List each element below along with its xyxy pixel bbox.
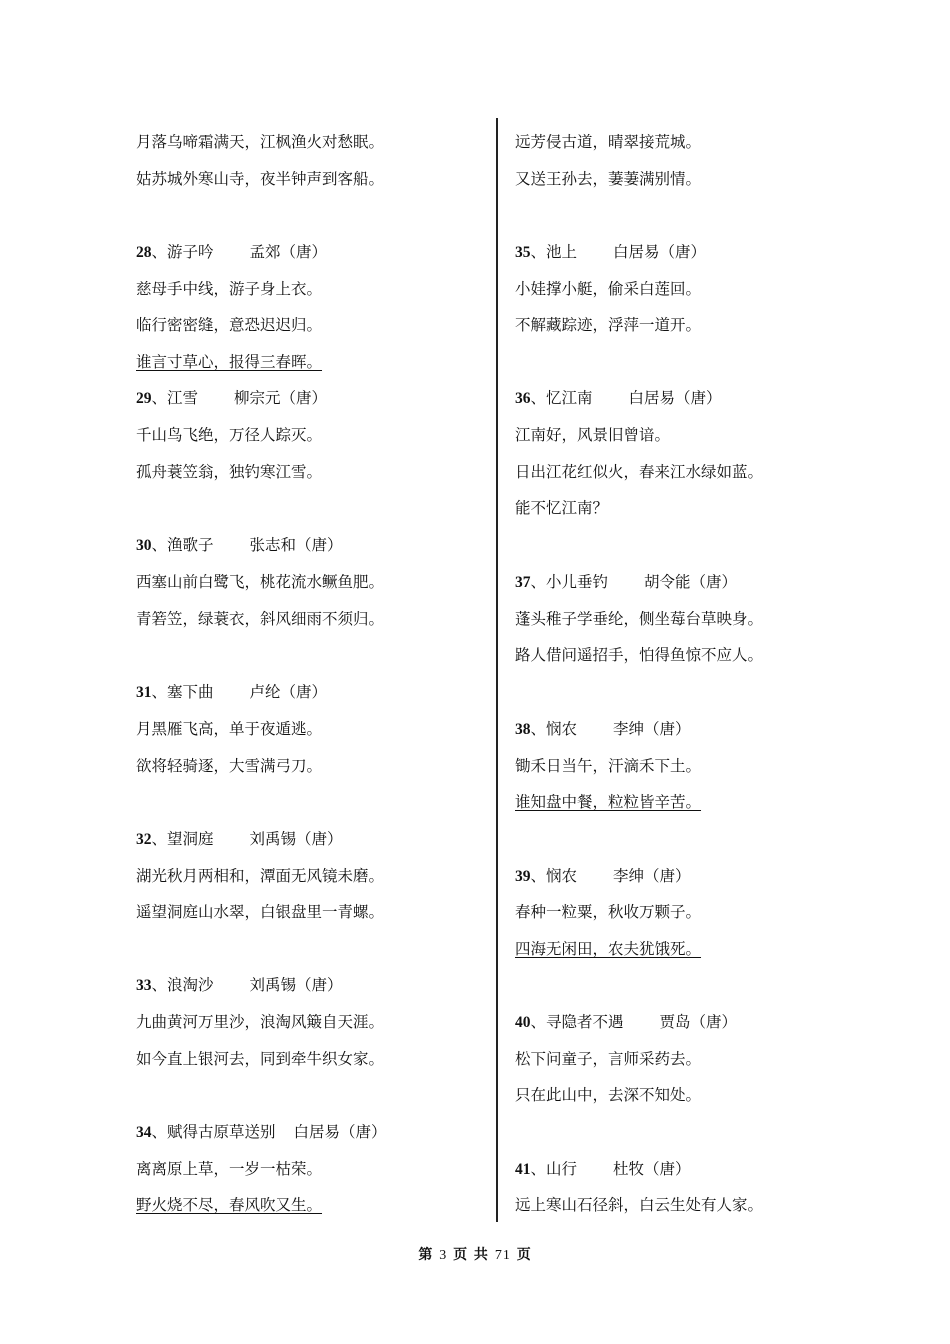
poem-title: 、悯农 <box>530 867 578 885</box>
poem-line: 欲将轻骑逐，大雪满弓刀。 <box>136 757 323 775</box>
poem-title: 、江雪 <box>151 389 199 407</box>
poem-line: 月落乌啼霜满天，江枫渔火对愁眠。 <box>136 133 385 151</box>
poem-heading <box>136 975 343 996</box>
poem-line: 青箬笠，绿蓑衣，斜风细雨不须归。 <box>136 610 385 628</box>
poem-heading <box>136 829 343 850</box>
poem-line: 千山鸟飞绝，万径人踪灭。 <box>136 426 323 444</box>
poem-heading <box>136 1122 387 1143</box>
poem-heading <box>515 388 722 409</box>
poem-heading <box>515 866 691 887</box>
poem-line-underlined: 野火烧不尽，春风吹又生。 <box>136 1196 323 1214</box>
poem-title: 、山行 <box>530 1160 578 1178</box>
poem-heading <box>515 1159 691 1180</box>
poem-line: 路人借问遥招手，怕得鱼惊不应人。 <box>515 646 764 664</box>
poem-line: 远上寒山石径斜，白云生处有人家。 <box>515 1196 764 1214</box>
poem-author: 贾岛（唐） <box>659 1013 738 1031</box>
column-divider <box>496 118 498 1222</box>
poem-line: 湖光秋月两相和，潭面无风镜未磨。 <box>136 867 385 885</box>
poem-line: 西塞山前白鹭飞，桃花流水鳜鱼肥。 <box>136 573 385 591</box>
poem-number: 41 <box>515 1161 531 1178</box>
poem-number: 36 <box>515 390 531 407</box>
poem-line: 松下问童子，言师采药去。 <box>515 1050 702 1068</box>
poem-title: 、渔歌子 <box>151 536 214 554</box>
poem-title: 、塞下曲 <box>151 683 214 701</box>
poem-line-underlined: 谁知盘中餐，粒粒皆辛苦。 <box>515 793 702 811</box>
poem-author: 柳宗元（唐） <box>234 389 328 407</box>
poem-author: 孟郊（唐） <box>249 243 328 261</box>
poem-number: 28 <box>136 244 152 261</box>
poem-author: 李绅（唐） <box>613 720 691 738</box>
poem-title: 、赋得古原草送别 <box>151 1123 276 1141</box>
poem-title: 、忆江南 <box>530 389 593 407</box>
poem-title: 、池上 <box>530 243 578 261</box>
poem-number: 31 <box>136 684 152 701</box>
poem-heading <box>515 719 691 740</box>
poem-author: 卢纶（唐） <box>249 683 328 701</box>
poem-author: 李绅（唐） <box>613 867 691 885</box>
poem-number: 29 <box>136 390 152 407</box>
page-footer <box>0 1244 950 1264</box>
poem-heading <box>136 388 327 409</box>
poem-number: 32 <box>136 831 152 848</box>
poem-line-underlined: 四海无闲田，农夫犹饿死。 <box>515 940 702 958</box>
poem-line: 蓬头稚子学垂纶，侧坐莓台草映身。 <box>515 610 764 628</box>
footer-mid: 页 共 <box>453 1247 489 1263</box>
poem-heading <box>136 535 343 556</box>
poem-number: 39 <box>515 868 531 885</box>
poem-heading <box>515 572 737 593</box>
poem-author: 白居易（唐） <box>293 1123 387 1141</box>
poem-line: 不解藏踪迹，浮萍一道开。 <box>515 316 702 334</box>
poem-heading <box>515 242 706 263</box>
poem-line: 如今直上银河去，同到牵牛织女家。 <box>136 1050 385 1068</box>
total-pages: 71 <box>494 1248 511 1263</box>
poem-author: 白居易（唐） <box>628 389 722 407</box>
poem-title: 、小儿垂钓 <box>530 573 609 591</box>
poem-line: 远芳侵古道，晴翠接荒城。 <box>515 133 702 151</box>
poem-line: 月黑雁飞高，单于夜遁逃。 <box>136 720 323 738</box>
current-page-number: 3 <box>439 1248 448 1263</box>
footer-suffix: 页 <box>516 1247 532 1263</box>
poem-title: 、寻隐者不遇 <box>530 1013 624 1031</box>
poem-line: 姑苏城外寒山寺，夜半钟声到客船。 <box>136 170 385 188</box>
poem-line-underlined: 谁言寸草心，报得三春晖。 <box>136 353 323 371</box>
poem-title: 、悯农 <box>530 720 578 738</box>
poem-author: 刘禹锡（唐） <box>249 830 343 848</box>
poem-author: 刘禹锡（唐） <box>249 976 343 994</box>
footer-prefix: 第 <box>418 1247 434 1263</box>
poem-line: 小娃撑小艇，偷采白莲回。 <box>515 280 702 298</box>
poem-line: 离离原上草，一岁一枯荣。 <box>136 1160 323 1178</box>
poem-number: 38 <box>515 721 531 738</box>
poem-line: 春种一粒粟，秋收万颗子。 <box>515 903 702 921</box>
poem-author: 胡令能（唐） <box>644 573 738 591</box>
poem-line: 遥望洞庭山水翠，白银盘里一青螺。 <box>136 903 385 921</box>
poem-number: 34 <box>136 1124 152 1141</box>
poem-line: 江南好，风景旧曾谙。 <box>515 426 671 444</box>
poem-line: 慈母手中线，游子身上衣。 <box>136 280 323 298</box>
poem-number: 30 <box>136 537 152 554</box>
poem-title: 、游子吟 <box>151 243 214 261</box>
poem-title: 、望洞庭 <box>151 830 214 848</box>
poem-number: 35 <box>515 244 531 261</box>
poem-number: 40 <box>515 1014 531 1031</box>
poem-author: 白居易（唐） <box>613 243 707 261</box>
poem-line: 锄禾日当午，汗滴禾下土。 <box>515 757 702 775</box>
poem-title: 、浪淘沙 <box>151 976 214 994</box>
poem-number: 33 <box>136 977 152 994</box>
poem-line: 能不忆江南？ <box>515 499 609 517</box>
poem-line: 日出江花红似火，春来江水绿如蓝。 <box>515 463 764 481</box>
poem-author: 杜牧（唐） <box>613 1160 691 1178</box>
poem-heading <box>515 1012 737 1033</box>
poem-author: 张志和（唐） <box>249 536 343 554</box>
poem-line: 九曲黄河万里沙，浪淘风簸自天涯。 <box>136 1013 385 1031</box>
poem-heading <box>136 242 327 263</box>
poem-line: 又送王孙去，萋萋满别情。 <box>515 170 702 188</box>
poem-heading <box>136 682 327 703</box>
poem-number: 37 <box>515 574 531 591</box>
poem-line: 临行密密缝，意恐迟迟归。 <box>136 316 323 334</box>
poem-line: 只在此山中，去深不知处。 <box>515 1086 702 1104</box>
poem-line: 孤舟蓑笠翁，独钓寒江雪。 <box>136 463 323 481</box>
